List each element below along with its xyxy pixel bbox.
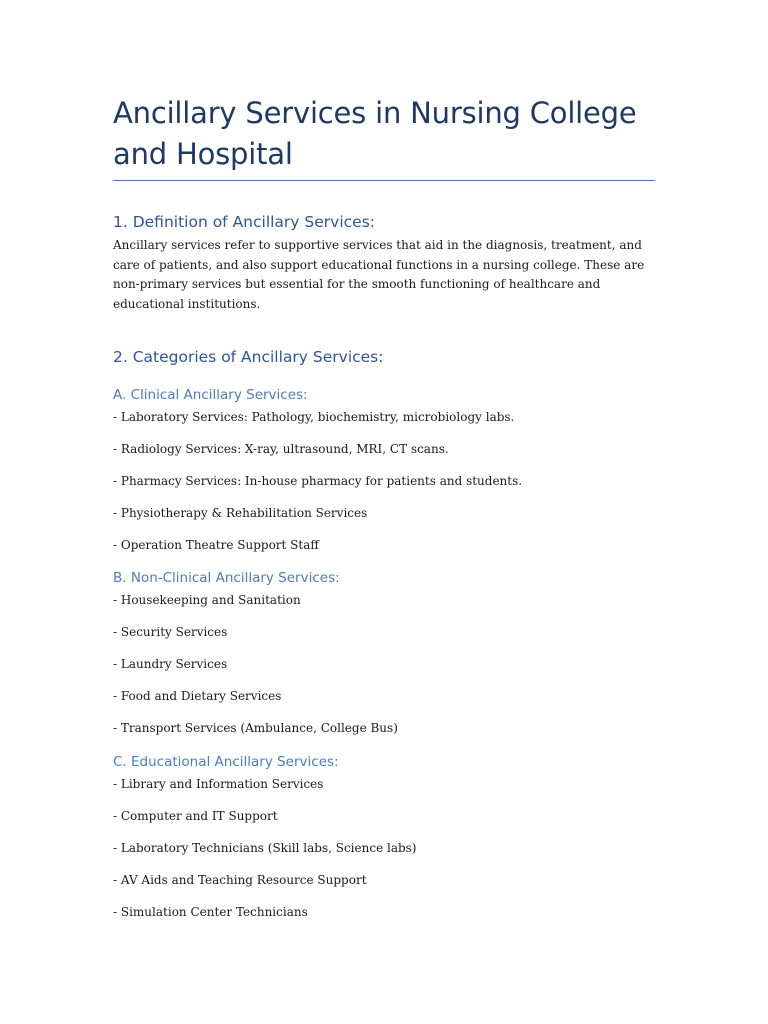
document-title: Ancillary Services in Nursing College and Hospital bbox=[113, 96, 637, 171]
list-item: - Laboratory Services: Pathology, biochemistry, microbiology labs. bbox=[113, 410, 515, 424]
section-2-heading: 2. Categories of Ancillary Services: bbox=[113, 348, 384, 366]
list-item: - Pharmacy Services: In-house pharmacy for patients and students. bbox=[113, 474, 523, 488]
list-item: - AV Aids and Teaching Resource Support bbox=[113, 873, 367, 887]
list-item: - Physiotherapy & Rehabilitation Services bbox=[113, 506, 368, 520]
educational-heading: C. Educational Ancillary Services: bbox=[113, 754, 339, 770]
list-item: - Library and Information Services bbox=[113, 777, 324, 791]
list-item: - Simulation Center Technicians bbox=[113, 905, 308, 919]
list-item: - Laundry Services bbox=[113, 657, 228, 671]
non-clinical-heading: B. Non-Clinical Ancillary Services: bbox=[113, 570, 340, 586]
list-item: - Computer and IT Support bbox=[113, 809, 278, 823]
title-underline bbox=[113, 180, 655, 181]
list-item: - Transport Services (Ambulance, College Bus) bbox=[113, 721, 398, 735]
section-1-heading: 1. Definition of Ancillary Services: bbox=[113, 213, 375, 231]
list-item: - Radiology Services: X-ray, ultrasound, MRI, CT scans. bbox=[113, 442, 449, 456]
list-item: - Food and Dietary Services bbox=[113, 689, 282, 703]
list-item: - Housekeeping and Sanitation bbox=[113, 593, 301, 607]
list-item: - Operation Theatre Support Staff bbox=[113, 538, 319, 552]
list-item: - Security Services bbox=[113, 625, 228, 639]
clinical-heading: A. Clinical Ancillary Services: bbox=[113, 387, 308, 403]
list-item: - Laboratory Technicians (Skill labs, Science labs) bbox=[113, 841, 417, 855]
definition-paragraph: Ancillary services refer to supportive services that aid in the diagnosis, treatment, and care of patients, and also support educational functions in a nursing college. These are non-primary services but essential for the smooth functioning of healthcare and educational institutions. bbox=[113, 238, 645, 311]
